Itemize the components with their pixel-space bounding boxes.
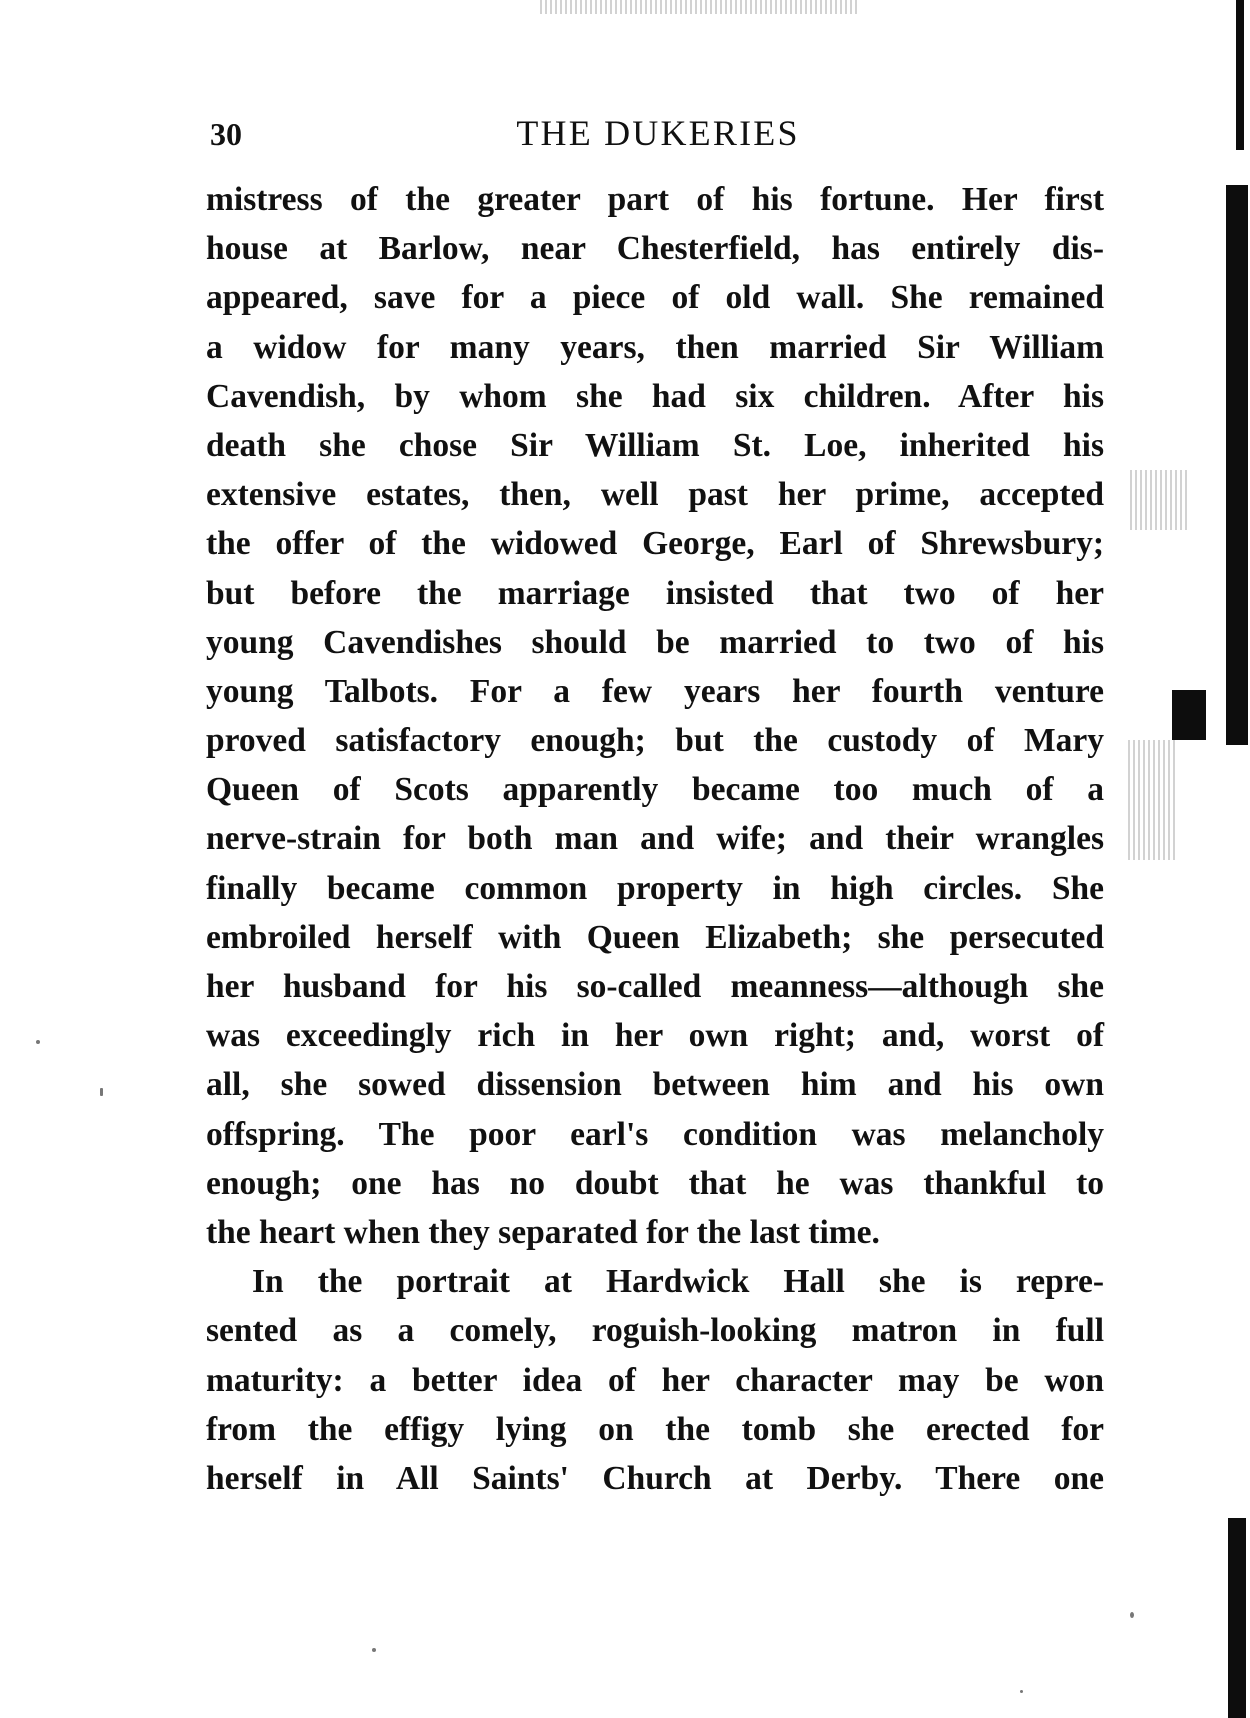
- page-header: [210, 108, 1106, 158]
- text-line: Cavendish, by whom she had six children. After his: [206, 377, 1104, 415]
- text-line: the offer of the widowed George, Earl of Shrewsbury;: [206, 525, 1104, 563]
- scan-noise-top: [540, 0, 860, 14]
- scan-noise-right-1: [1130, 470, 1190, 530]
- text-line: was exceedingly rich in her own right; and, worst of: [206, 1017, 1104, 1055]
- text-line: herself in All Saints' Church at Derby. There one: [206, 1459, 1104, 1497]
- text-line: young Talbots. For a few years her fourth venture: [206, 672, 1104, 710]
- running-title: THE DUKERIES: [516, 113, 800, 153]
- text-line: mistress of the greater part of his fortune. Her first: [206, 181, 1104, 218]
- paragraph: [206, 175, 1104, 1257]
- text-line: young Cavendishes should be married to two of his: [206, 623, 1104, 661]
- scan-edge-bottom-right: [1228, 1518, 1246, 1718]
- text-line: nerve-strain for both man and wife; and their wrangles: [206, 820, 1104, 858]
- scan-speck: [36, 1040, 40, 1044]
- text-line: maturity: a better idea of her character may be won: [206, 1361, 1104, 1399]
- text-line: but before the marriage insisted that two of her: [206, 574, 1104, 612]
- text-line: proved satisfactory enough; but the custody of Mary: [206, 722, 1104, 760]
- scan-speck: [1020, 1690, 1023, 1693]
- body-text: [206, 175, 1104, 1503]
- scan-noise-right-2: [1128, 740, 1178, 860]
- text-line: appeared, save for a piece of old wall. She remained: [206, 279, 1104, 317]
- text-line: house at Barlow, near Chesterfield, has entirely dis-: [206, 230, 1104, 268]
- scan-speck: [372, 1648, 376, 1652]
- paragraph: [206, 1257, 1104, 1503]
- scan-edge-mid-right: [1226, 185, 1248, 745]
- text-line: Queen of Scots apparently became too much of a: [206, 771, 1104, 809]
- text-line: offspring. The poor earl's condition was melancholy: [206, 1115, 1104, 1153]
- text-line: In the portrait at Hardwick Hall she is repre-: [252, 1263, 1104, 1301]
- text-line: a widow for many years, then married Sir William: [206, 328, 1104, 366]
- text-line: enough; one has no doubt that he was thankful to: [206, 1164, 1104, 1202]
- scan-edge-top-right: [1236, 0, 1244, 150]
- text-line: the heart when they separated for the last time.: [206, 1213, 880, 1251]
- page-number: 30: [210, 116, 242, 152]
- text-line: finally became common property in high circles. She: [206, 869, 1104, 907]
- scan-speck: [1130, 1612, 1134, 1618]
- text-line: death she chose Sir William St. Loe, inherited his: [206, 426, 1104, 464]
- text-line: her husband for his so-called meanness—although she: [206, 968, 1104, 1005]
- text-line: embroiled herself with Queen Elizabeth; she persecuted: [206, 918, 1104, 956]
- scan-edge-notch: [1172, 690, 1206, 740]
- text-line: from the effigy lying on the tomb she erected for: [206, 1410, 1104, 1448]
- text-line: extensive estates, then, well past her prime, accepted: [206, 476, 1104, 514]
- scan-speck: [100, 1088, 103, 1096]
- text-line: sented as a comely, roguish-looking matron in full: [206, 1312, 1104, 1350]
- text-line: all, she sowed dissension between him and his own: [206, 1066, 1104, 1104]
